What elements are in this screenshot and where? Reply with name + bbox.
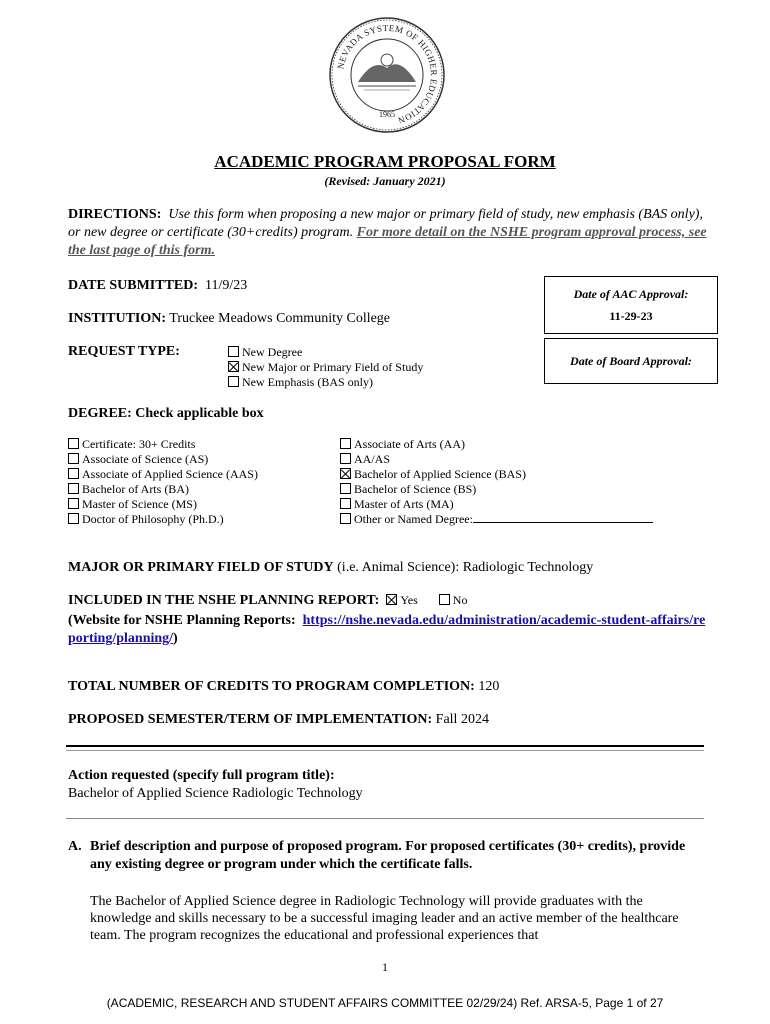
form-title: ACADEMIC PROGRAM PROPOSAL FORM (214, 152, 556, 171)
request-option[interactable]: New Degree (228, 345, 423, 360)
major-value: Radiologic Technology (462, 560, 594, 575)
degree-heading: DEGREE: Check applicable box (68, 406, 264, 421)
aac-approval-value: 11-29-23 (609, 309, 653, 323)
yes-label: Yes (400, 593, 418, 607)
institution-label: INSTITUTION: (68, 311, 167, 326)
institution-value: Truckee Meadows Community College (169, 311, 391, 326)
total-credits-label: TOTAL NUMBER OF CREDITS TO PROGRAM COMPLETION: (68, 679, 475, 694)
degree-option[interactable]: Master of Science (MS) (68, 497, 258, 512)
degree-option[interactable]: Other or Named Degree: (340, 512, 653, 527)
request-option[interactable]: New Emphasis (BAS only) (228, 375, 423, 390)
semester-row (68, 712, 489, 728)
other-degree-input[interactable] (473, 512, 653, 523)
checkbox[interactable] (68, 498, 79, 509)
website-label: (Website for NSHE Planning Reports: (68, 613, 296, 628)
degree-column-right (340, 437, 653, 527)
checkbox[interactable] (340, 453, 351, 464)
no-checkbox[interactable] (439, 594, 450, 605)
checkbox[interactable] (68, 468, 79, 479)
page-footer: (ACADEMIC, RESEARCH AND STUDENT AFFAIRS COMMITTEE 02/29/24) Ref. ARSA-5, Page 1 of 27 (106, 996, 664, 1010)
directions-more-link[interactable]: For more detail on the NSHE program approval process, see the last page of this form. (68, 225, 707, 258)
request-type-label: REQUEST TYPE: (68, 344, 180, 359)
checkbox[interactable] (228, 376, 239, 387)
checkbox-checked[interactable] (340, 468, 351, 479)
section-a-body: The Bachelor of Applied Science degree in Radiologic Technology will provide graduates with the knowledge and skills necessary to be a successful imaging leader and an active member of the healthcare team. The program recognizes the educational and professional experiences that (90, 894, 679, 943)
nshe-seal (328, 16, 446, 134)
checkbox[interactable] (340, 438, 351, 449)
checkbox[interactable] (68, 483, 79, 494)
no-label: No (452, 593, 468, 607)
date-submitted-row (68, 278, 247, 294)
checkbox[interactable] (228, 346, 239, 357)
divider (66, 745, 704, 747)
degree-option[interactable]: Certificate: 30+ Credits (68, 437, 258, 452)
degree-option[interactable]: Bachelor of Applied Science (BAS) (340, 467, 653, 482)
nshe-planning-link[interactable]: https://nshe.nevada.edu/administration/academic-student-affairs/reporting/planning/ (68, 613, 706, 646)
seal-ring-text: NEVADA SYSTEM OF HIGHER EDUCATION (335, 22, 440, 126)
degree-option[interactable]: Master of Arts (MA) (340, 497, 653, 512)
divider (66, 818, 704, 819)
section-a-heading (68, 838, 708, 874)
semester-value: Fall 2024 (435, 712, 489, 727)
directions-label: DIRECTIONS (68, 207, 157, 222)
degree-option[interactable]: Associate of Applied Science (AAS) (68, 467, 258, 482)
major-row (68, 560, 593, 576)
page-number: 1 (382, 960, 388, 974)
checkbox-checked[interactable] (228, 361, 239, 372)
degree-column-left (68, 437, 258, 527)
institution-row (68, 311, 390, 327)
aac-approval-label: Date of AAC Approval: (573, 287, 689, 301)
degree-option[interactable]: AA/AS (340, 452, 653, 467)
degree-option[interactable]: Bachelor of Science (BS) (340, 482, 653, 497)
aac-approval-box (544, 276, 718, 334)
checkbox[interactable] (68, 513, 79, 524)
checkbox[interactable] (340, 483, 351, 494)
divider (66, 750, 704, 751)
semester-label: PROPOSED SEMESTER/TERM OF IMPLEMENTATION: (68, 712, 433, 727)
degree-option[interactable]: Bachelor of Arts (BA) (68, 482, 258, 497)
total-credits-value: 120 (478, 679, 500, 694)
major-label: MAJOR OR PRIMARY FIELD OF STUDY (68, 560, 334, 575)
degree-option[interactable]: Doctor of Philosophy (Ph.D.) (68, 512, 258, 527)
degree-option[interactable]: Associate of Arts (AA) (340, 437, 653, 452)
nshe-planning-label: INCLUDED IN THE NSHE PLANNING REPORT: (68, 593, 380, 608)
checkbox[interactable] (68, 438, 79, 449)
seal-year: 1965 (379, 110, 395, 119)
request-type-options (228, 345, 423, 390)
checkbox[interactable] (340, 498, 351, 509)
checkbox[interactable] (68, 453, 79, 464)
checkbox[interactable] (340, 513, 351, 524)
nshe-website-row: (Website for NSHE Planning Reports: https://nshe.nevada.edu/administration/academic-student-affairs/reporting/planning/) (68, 613, 706, 646)
revised-date: (Revised: January 2021) (324, 174, 446, 188)
board-approval-label: Date of Board Approval: (570, 354, 692, 368)
date-submitted-label: DATE SUBMITTED: (68, 278, 199, 293)
directions-block: DIRECTIONS: Use this form when proposing a new major or primary field of study, new emphasis (BAS only), or new degree or certificate (30+credits) program. For more detail on the NSHE program approval process, see the last page of this form. (68, 207, 707, 258)
major-example: (i.e. Animal Science): (337, 560, 460, 575)
board-approval-box (544, 338, 718, 384)
request-type-row (68, 344, 180, 360)
total-credits-row (68, 679, 499, 695)
section-marker: A. (68, 839, 82, 854)
action-requested-value: Bachelor of Applied Science Radiologic Technology (68, 786, 363, 801)
directions-text: Use this form when proposing a new major or primary field of study, new emphasis (BAS only), or new degree or certificate (30+credits) program. (68, 207, 703, 240)
degree-option[interactable]: Associate of Science (AS) (68, 452, 258, 467)
yes-checkbox[interactable] (386, 594, 397, 605)
date-submitted-value: 11/9/23 (205, 278, 248, 293)
section-a-text: Brief description and purpose of proposed program. For proposed certificates (30+ credits), provide any existing degree or program under which the certificate falls. (90, 839, 686, 872)
request-option[interactable]: New Major or Primary Field of Study (228, 360, 423, 375)
nshe-planning-row (68, 593, 467, 609)
action-requested-label: Action requested (specify full program title): (68, 768, 335, 783)
